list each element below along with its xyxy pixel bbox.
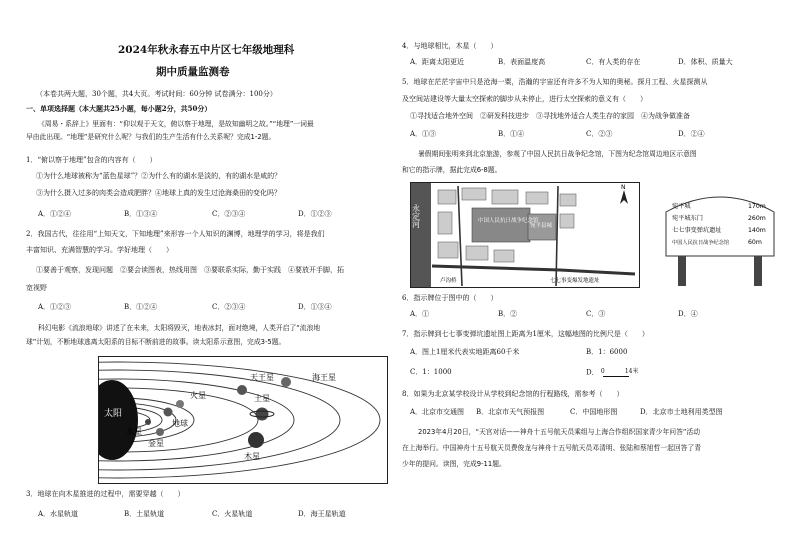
q4-option-d[interactable]: D．体积、质量大 bbox=[678, 58, 733, 66]
q2-option-d[interactable]: D．①③④ bbox=[298, 303, 332, 311]
q7-option-d-label: D． bbox=[586, 368, 599, 377]
sign-place-3: 七七事变弹坑遗址 bbox=[672, 227, 722, 234]
q4-stem: 4．与地球相比，木星（ ） bbox=[402, 42, 498, 50]
q1-statement-2: ③为什么摄入过多的肉类会造成肥胖？④地球上真的发生过沧海桑田的变化吗？ bbox=[36, 189, 281, 197]
q5-option-a[interactable]: A．①③ bbox=[410, 130, 437, 138]
uranus-icon bbox=[237, 385, 247, 395]
exam-title-line2: 期中质量监测卷 bbox=[156, 66, 230, 78]
venus-label: 金星 bbox=[148, 439, 164, 448]
river-band bbox=[411, 183, 431, 287]
venus-icon bbox=[156, 428, 164, 436]
museum-block bbox=[472, 208, 530, 242]
earth-label: 地球 bbox=[172, 419, 188, 428]
q6-8-intro-line1: 暑假期间张明来到北京旅游，参观了中国人民抗日战争纪念馆，下图为纪念馆周边地区示意图 bbox=[418, 150, 697, 158]
q2-stem-line2: 丰富知识、充满智慧的学习。学好地理（ ） bbox=[26, 246, 173, 254]
q6-option-b[interactable]: B．② bbox=[498, 310, 518, 318]
q2-stem-line1: 2．我国古代，往往用“上知天文，下知地理”来形容一个人知识的渊博，地理学的学习，将是我们 bbox=[26, 230, 325, 238]
sign-dist-1: 170m bbox=[748, 203, 766, 210]
bridge-label: 卢沟桥 bbox=[440, 278, 457, 284]
q2-option-b[interactable]: B．①②④ bbox=[124, 303, 158, 311]
q3-5-intro-line2: 球”计划，不断地球逃离太阳系的目标不断前进的故事。读太阳系示意图，完成3-5题。 bbox=[26, 338, 286, 346]
earth-icon bbox=[164, 408, 173, 417]
q8-option-b[interactable]: B．北京市天气预报图 bbox=[476, 408, 545, 416]
q1-option-d[interactable]: D．①②③ bbox=[298, 210, 332, 218]
q3-5-intro-line1: 科幻电影《流浪地球》讲述了在未来，太阳将毁灭，地表冰封，面对绝境，人类开启了“流浪地 bbox=[38, 324, 321, 332]
q1-statement-1: ①为什么地球被称为“蓝色星球”？②为什么有的湖水是淡的，有的湖水是咸的？ bbox=[36, 172, 282, 180]
q7-scale-bar bbox=[601, 368, 651, 377]
q1-option-a[interactable]: A．①②④ bbox=[38, 210, 72, 218]
q8-option-d[interactable]: D．北京市土地利用类型图 bbox=[640, 408, 723, 416]
neptune-icon bbox=[281, 377, 291, 387]
q8-stem: 8．如果为北京某学校设计从学校到纪念馆的行程路线，需参考（ ） bbox=[402, 390, 624, 398]
q2-option-c[interactable]: C．②③④ bbox=[212, 303, 246, 311]
jupiter-label: 木星 bbox=[244, 452, 260, 461]
q7-option-a[interactable]: A．图上1厘米代表实地距离60千米 bbox=[410, 348, 520, 356]
q7-option-d[interactable] bbox=[586, 368, 651, 378]
q9-11-intro-line3: 少年的提问。读图，完成9-11题。 bbox=[402, 460, 506, 468]
q5-option-c[interactable]: C．②③ bbox=[586, 130, 613, 138]
sign-dist-3: 140m bbox=[748, 227, 766, 234]
q1-stem: 1．“俯以察于地理”包含的内容有（ ） bbox=[26, 156, 157, 164]
q3-option-d[interactable]: D．海王星轨道 bbox=[298, 510, 346, 518]
solar-system-diagram bbox=[98, 356, 388, 484]
direction-signboard bbox=[658, 182, 782, 288]
exam-info: （本卷共两大题，30个题，共4大页。考试时间：60分钟 试卷满分：100分） bbox=[36, 90, 277, 98]
q5-option-b[interactable]: B．①④ bbox=[498, 130, 525, 138]
q7-option-c[interactable]: C．1：1000 bbox=[410, 368, 452, 376]
scale-zero: 0 bbox=[600, 368, 605, 375]
q5-statements: ①寻找适合地外空间 ②研发科技进步 ③寻找地外适合人类生存的家园 ④为战争做准备 bbox=[410, 112, 690, 120]
q2-option-a[interactable]: A．①②③ bbox=[38, 303, 72, 311]
q5-option-d[interactable]: D．②④ bbox=[678, 130, 705, 138]
q9-11-intro-line1: 2023年4月20日，“天宫对话——神舟十五号航天员乘组与上海合作组织国家青少年问答”活动 bbox=[418, 428, 700, 436]
q7-stem: 7．指示牌到七七事变弹坑遗址图上距离为1厘米，这幅地图的比例尺是（ ） bbox=[402, 330, 649, 338]
museum-label: 中国人民抗日战争纪念馆 bbox=[478, 218, 539, 224]
mercury-icon bbox=[145, 419, 151, 425]
mars-label: 火星 bbox=[190, 391, 206, 400]
q5-stem-line1: 5．地球在茫茫宇宙中只是沧海一粟，浩瀚的宇宙还有许多不为人知的奥秘。探月工程、火星探测从 bbox=[402, 78, 708, 86]
museum-area-map bbox=[410, 182, 640, 288]
q3-option-a[interactable]: A．水星轨道 bbox=[38, 510, 79, 518]
q6-option-a[interactable]: A．① bbox=[410, 310, 430, 318]
mars-icon bbox=[176, 400, 184, 408]
svg-text:N: N bbox=[621, 184, 626, 191]
q7-option-b[interactable]: B．1：6000 bbox=[586, 348, 628, 356]
wanping-label: 宛平县城 bbox=[530, 223, 553, 229]
q1-2-intro-line2: 早由此出现。“地理”是研究什么呢？与我们的生产生活有什么关系呢？完成1-2题。 bbox=[26, 133, 276, 141]
q3-option-c[interactable]: C．火星轨道 bbox=[212, 510, 253, 518]
neptune-label: 海王星 bbox=[312, 373, 336, 382]
q5-stem-line2: 及空间站建设等大量太空探索的脚步从未停止，进行太空探索的意义有（ ） bbox=[402, 95, 647, 103]
sun-label: 太阳 bbox=[104, 409, 123, 419]
q8-option-c[interactable]: C．中国地形图 bbox=[570, 408, 618, 416]
q9-11-intro-line2: 在上海举行。中国神舟十五号航天员费俊龙与神舟十五号航天员邓清明、张陆和蔡旭哲一起回答了青 bbox=[402, 444, 702, 452]
sign-place-2: 宛平城东门 bbox=[672, 215, 703, 222]
q4-option-c[interactable]: C．有人类的存在 bbox=[586, 58, 641, 66]
q1-2-intro-line1: 《周易・系辞上》里面有：“仰以观于天文，俯以察于地理，是故知幽明之故。”“地理”一词最 bbox=[38, 120, 314, 128]
sign-dist-4: 60m bbox=[748, 239, 762, 246]
q1-option-c[interactable]: C．②③④ bbox=[212, 210, 246, 218]
section-heading: 一、单项选择题（本大题共25小题，每小题2分，共50分） bbox=[26, 104, 212, 113]
q4-option-b[interactable]: B．表面温度高 bbox=[498, 58, 546, 66]
q4-option-a[interactable]: A．距离太阳更近 bbox=[410, 58, 465, 66]
saturn-label: 土星 bbox=[254, 394, 270, 403]
jupiter-icon bbox=[248, 432, 264, 448]
sign-place-1: 宛平城 bbox=[672, 203, 691, 210]
q1-option-b[interactable]: B．①③④ bbox=[124, 210, 158, 218]
mercury-label: 水星 bbox=[126, 427, 142, 436]
site-label: 七七事变爆发地遗址 bbox=[550, 278, 600, 284]
q2-statement-1-cont: 宽视野 bbox=[26, 284, 47, 292]
scale-end: 14米 bbox=[624, 368, 639, 375]
q3-stem: 3．地球在向木星推进的过程中，需要穿越（ ） bbox=[26, 490, 185, 498]
uranus-label: 天王星 bbox=[250, 373, 274, 382]
q6-option-d[interactable]: D．④ bbox=[678, 310, 698, 318]
q8-option-a[interactable]: A．北京市交通图 bbox=[410, 408, 465, 416]
sign-place-4: 中国人民抗日战争纪念馆 bbox=[672, 240, 730, 246]
q3-option-b[interactable]: B．土星轨道 bbox=[124, 510, 165, 518]
q6-8-intro-line2: 和它的指示牌，据此完成6-8题。 bbox=[402, 166, 502, 174]
q6-option-c[interactable]: C．③ bbox=[586, 310, 606, 318]
q2-statement-1: ①要善于观察，发现问题 ②要会读图表，热线用图 ③要联系实际，勤于实践 ④要放开手脚，拓 bbox=[36, 266, 344, 274]
river-label: 永定河 bbox=[411, 204, 421, 228]
exam-title-line1: 2024年秋永春五中片区七年级地理科 bbox=[118, 44, 295, 56]
sign-dist-2: 260m bbox=[748, 215, 766, 222]
q6-stem: 6．指示牌位于图中的（ ） bbox=[402, 294, 498, 302]
